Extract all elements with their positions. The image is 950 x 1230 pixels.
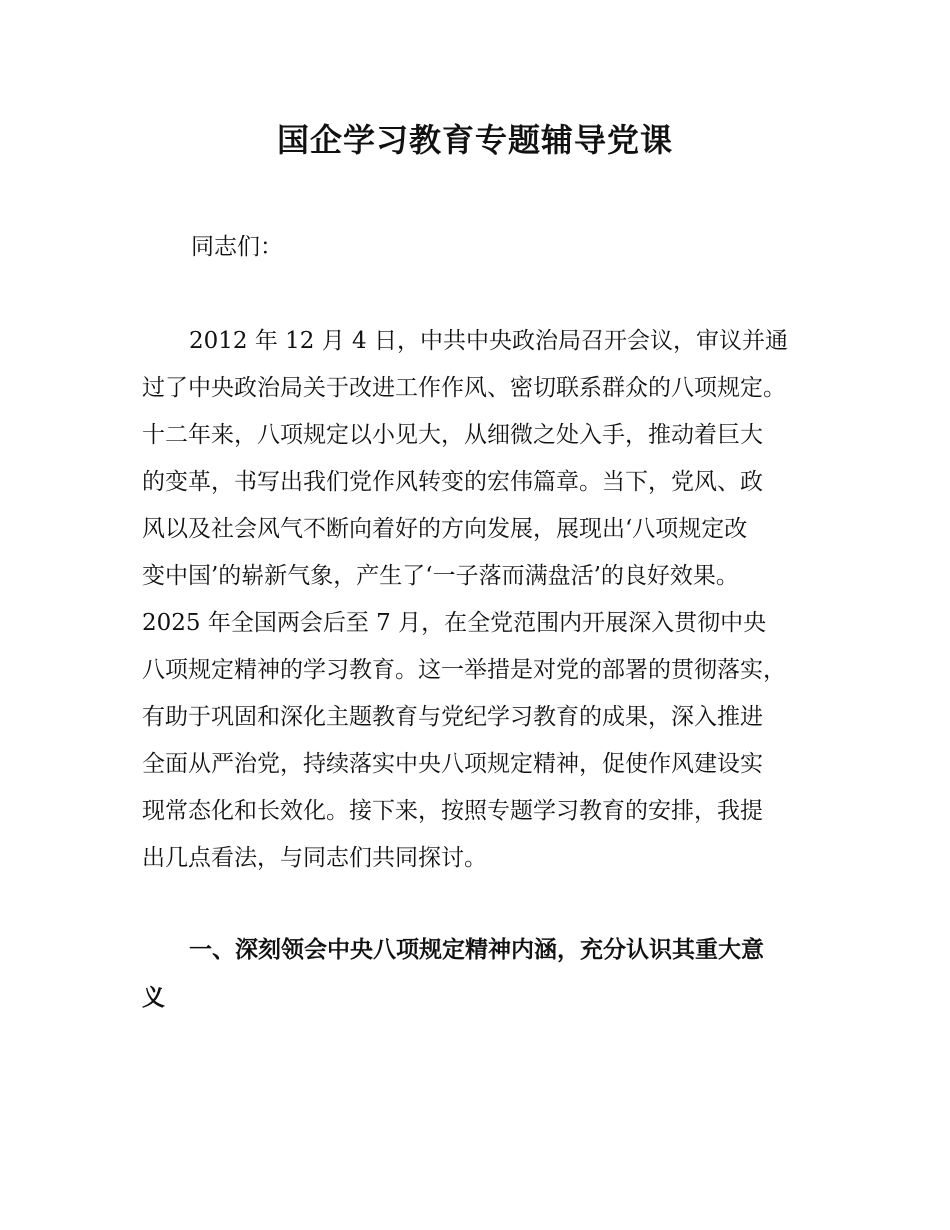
section-heading-line: 一、深刻领会中央八项规定精神内涵，充分认识其重大意 — [189, 937, 764, 963]
paragraph-line: 十二年来，八项规定以小见大，从细微之处入手，推动着巨大 — [142, 422, 763, 448]
paragraph-line: 有助于巩固和深化主题教育与党纪学习教育的成果，深入推进 — [142, 704, 763, 730]
paragraph-line: 八项规定精神的学习教育。这一举措是对党的部署的贯彻落实， — [142, 657, 786, 683]
paragraph-line: 全面从严治党，持续落实中央八项规定精神，促使作风建设实 — [142, 751, 763, 777]
section-heading-line: 义 — [142, 985, 165, 1011]
paragraph-line: 过了中央政治局关于改进工作作风、密切联系群众的八项规定。 — [142, 375, 786, 401]
salutation: 同志们： — [191, 234, 283, 260]
document-title: 国企学习教育专题辅导党课 — [276, 121, 673, 159]
paragraph-line: 风以及社会风气不断向着好的方向发展，展现出‘八项规定改 — [142, 516, 748, 542]
paragraph-line: 2025 年全国两会后至 7 月，在全党范围内开展深入贯彻中央 — [142, 610, 767, 636]
paragraph-line: 出几点看法，与同志们共同探讨。 — [142, 845, 487, 871]
paragraph-line: 变中国’的崭新气象，产生了‘一子落而满盘活’的良好效果。 — [142, 563, 739, 589]
paragraph-line: 2012 年 12 月 4 日，中共中央政治局召开会议，审议并通 — [189, 328, 788, 354]
paragraph-line: 现常态化和长效化。接下来，按照专题学习教育的安排，我提 — [142, 798, 763, 824]
paragraph-line: 的变革，书写出我们党作风转变的宏伟篇章。当下，党风、政 — [142, 469, 763, 495]
